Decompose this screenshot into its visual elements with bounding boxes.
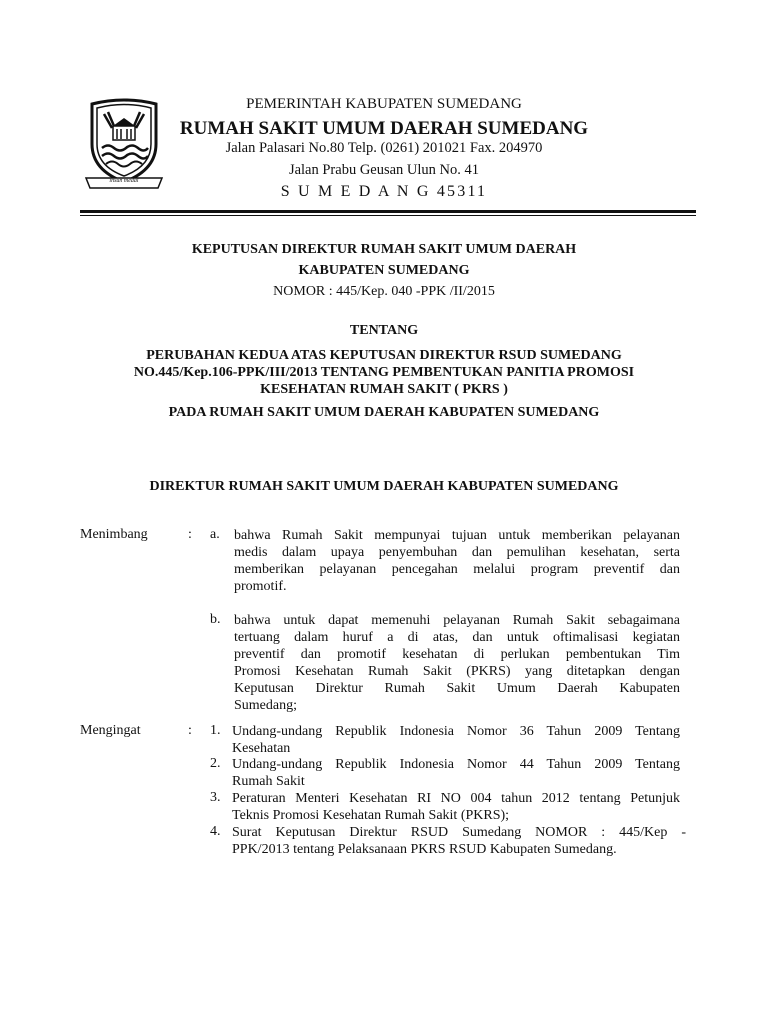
mengingat-item-1 [232,723,680,757]
menimbang-a-line-3: memberikan pelayanan pencegahan melalui program preventif dan [234,562,680,577]
subject-line-2: NO.445/Kep.106-PPK/III/2013 TENTANG PEMBENTUKAN PANITIA PROMOSI [133,365,635,380]
subject-line-3: KESEHATAN RUMAH SAKIT ( PKRS ) [260,382,508,397]
subject-line-4: PADA RUMAH SAKIT UMUM DAERAH KABUPATEN SUMEDANG [168,405,600,420]
decree-title-line-2: KABUPATEN SUMEDANG [298,263,470,278]
mengingat-4-line-1: Surat Keputusan Direktur RSUD Sumedang NOMOR : 445/Kep - [232,825,686,840]
decree-title-line-1: KEPUTUSAN DIREKTUR RUMAH SAKIT UMUM DAERAH [191,242,577,257]
mengingat-marker-4: 4. [210,824,221,839]
mengingat-marker-2: 2. [210,756,221,771]
mengingat-3-line-1: Peraturan Menteri Kesehatan RI NO 004 tahun 2012 tentang Petunjuk [232,791,680,806]
seal-motto-text: insun medal [109,178,139,184]
mengingat-item-4 [232,824,686,858]
menimbang-b-line-6: Sumedang; [234,698,297,713]
menimbang-b-line-1: bahwa untuk dapat memenuhi pelayanan Rumah Sakit sebagaimana [234,613,680,628]
menimbang-b-line-2: tertuang dalam huruf a di atas, dan untuk oftimalisasi kegiatan [234,630,680,645]
mengingat-item-3 [232,790,680,824]
mengingat-4-line-2: PPK/2013 tentang Pelaksanaan PKRS RSUD Kabupaten Sumedang. [232,842,617,857]
tentang-label: TENTANG [349,323,419,338]
header-rule-thin [80,215,696,216]
director-heading: DIREKTUR RUMAH SAKIT UMUM DAERAH KABUPATEN SUMEDANG [149,479,619,494]
menimbang-colon: : [188,527,192,542]
header-rule-thick [80,210,696,213]
menimbang-marker-b: b. [210,612,221,627]
address-line-1: Jalan Palasari No.80 Telp. (0261) 201021 Fax. 204970 [225,140,543,156]
menimbang-label: Menimbang [80,527,148,542]
menimbang-b-line-4: Promosi Kesehatan Rumah Sakit (PKRS) yang ditetapkan dengan [234,664,680,679]
mengingat-2-line-1: Undang-undang Republik Indonesia Nomor 44 Tahun 2009 Tentang [232,757,680,772]
menimbang-item-b [234,612,680,714]
mengingat-1-line-1: Undang-undang Republik Indonesia Nomor 36 Tahun 2009 Tentang [232,724,680,739]
mengingat-label: Mengingat [80,723,141,738]
menimbang-a-line-1: bahwa Rumah Sakit mempunyai tujuan untuk memberikan pelayanan [234,528,680,543]
government-name: PEMERINTAH KABUPATEN SUMEDANG [246,96,522,112]
mengingat-colon: : [188,723,192,738]
mengingat-item-2 [232,756,680,790]
city-postal-code: S U M E D A N G 45311 [280,183,488,200]
mengingat-1-line-2: Kesehatan [232,741,291,756]
mengingat-marker-1: 1. [210,723,221,738]
decree-number: NOMOR : 445/Kep. 040 -PPK /II/2015 [273,284,495,299]
menimbang-a-line-2: medis dalam upaya penyembuhan dan pemulihan kesehatan, serta [234,545,680,560]
subject-line-1: PERUBAHAN KEDUA ATAS KEPUTUSAN DIREKTUR RSUD SUMEDANG [146,348,622,363]
address-line-2: Jalan Prabu Geusan Ulun No. 41 [288,162,480,178]
menimbang-b-line-3: preventif dan promotif kesehatan di perlukan pembentukan Tim [234,647,680,662]
menimbang-item-a [234,527,680,595]
mengingat-2-line-2: Rumah Sakit [232,774,305,789]
menimbang-marker-a: a. [210,527,220,542]
menimbang-b-line-5: Keputusan Direktur Rumah Sakit Umum Daerah Kabupaten [234,681,680,696]
mengingat-marker-3: 3. [210,790,221,805]
mengingat-3-line-2: Teknis Promosi Kesehatan Rumah Sakit (PKRS); [232,808,510,823]
hospital-name: RUMAH SAKIT UMUM DAERAH SUMEDANG [179,118,589,139]
menimbang-a-line-4: promotif. [234,579,287,594]
